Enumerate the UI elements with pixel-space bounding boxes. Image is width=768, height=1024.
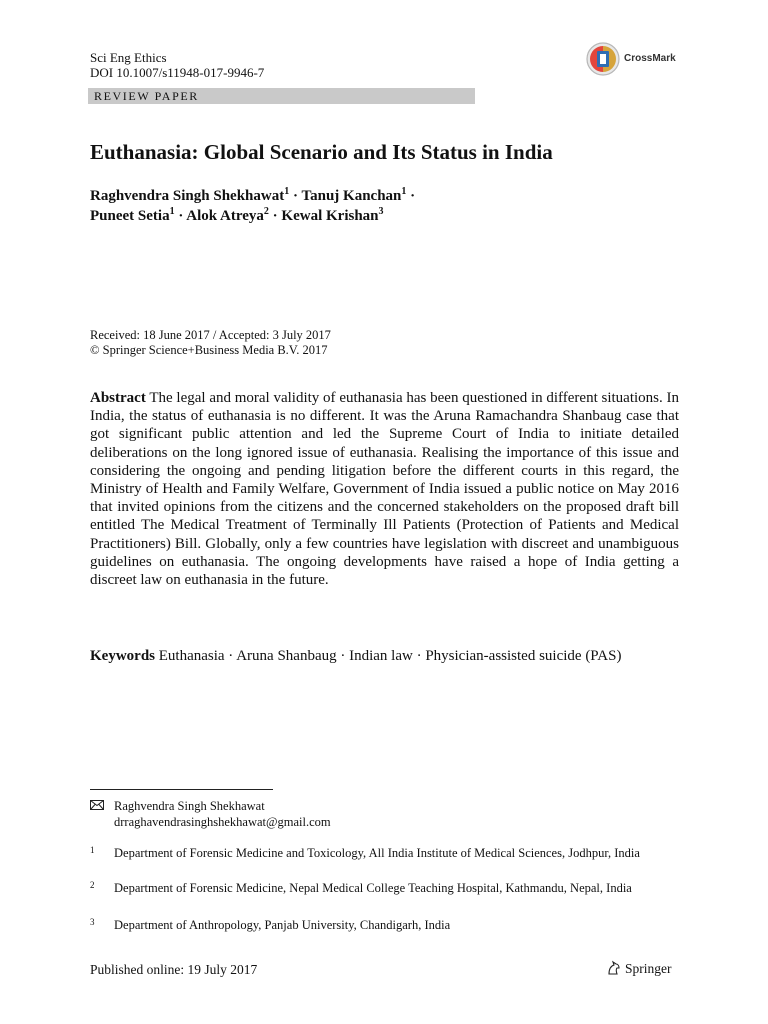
affiliation-number: 3: [90, 917, 95, 927]
abstract: [90, 389, 679, 589]
envelope-icon: [90, 800, 104, 810]
crossmark-icon: [586, 42, 620, 76]
article-dates: [90, 328, 331, 358]
abstract-text: The legal and moral validity of euthanasia has been questioned in different situations. In India, the status of euthanasia is no different. It was the Aruna Ramachandra Shanbaug case that got significant public attention and led the Supreme Court of India to initiate detailed deliberations on the long ignored issue of euthanasia. Realising the importance of this issue and considering the ongoing and pending litigation before the different courts in this regard, the Ministry of Health and Family Welfare, Government of India issued a public notice on May 2016 that invited opinions from the citizens and the concerned stakeholders on the proposed draft bill entitled The Medical Treatment of Terminally Ill Patients (Protection of Patients and Medical Practitioners) Bill. Globally, only a few countries have legislation with discreet and unambiguous guidelines on euthanasia. The ongoing developments have raised a hope of India getting a discreet law on euthanasia in the future.: [90, 390, 679, 589]
section-bar: [88, 88, 475, 104]
publisher-logo[interactable]: [606, 960, 672, 977]
author-name[interactable]: Raghvendra Singh Shekhawat$^1$: [90, 186, 290, 204]
keywords-label: Keywords: [90, 648, 155, 664]
author-name[interactable]: Kewal Krishan$^3$: [281, 206, 384, 224]
abstract-label: Abstract: [90, 390, 146, 406]
copyright: © Springer Science+Business Media B.V. 2017: [90, 343, 328, 357]
author-name[interactable]: Tanuj Kanchan$^1$: [301, 186, 407, 204]
crossmark-badge[interactable]: [586, 42, 678, 78]
corresponding-author: Raghvendra Singh Shekhawat: [114, 799, 265, 813]
journal-info: [90, 50, 264, 80]
article-title: Euthanasia: Global Scenario and Its Status in India: [90, 140, 553, 164]
author-list: Raghvendra Singh Shekhawat$^1$ · Tanuj Kanchan$^1$ · Puneet Setia$^1$ · Alok Atreya$^2$ · Kewal Krishan$^3$: [90, 186, 416, 224]
journal-name: Sci Eng Ethics: [90, 50, 167, 65]
keywords-text: Euthanasia · Aruna Shanbaug · Indian law · Physician-assisted suicide (PAS): [158, 648, 622, 664]
received-accepted: Received: 18 June 2017 / Accepted: 3 July 2017: [90, 328, 331, 342]
crossmark-label: CrossMark: [624, 53, 676, 64]
section-label: REVIEW PAPER: [94, 89, 199, 103]
published-date: Published online: 19 July 2017: [90, 962, 258, 977]
doi: DOI 10.1007/s11948-017-9946-7: [90, 65, 265, 80]
footnote-divider: [90, 789, 273, 790]
corresponding-email[interactable]: drraghavendrasinghshekhawat@gmail.com: [114, 815, 331, 829]
affiliation-number: 2: [90, 880, 95, 890]
publisher-name: Springer: [625, 961, 672, 976]
keywords: [90, 647, 650, 665]
affiliation-text: Department of Forensic Medicine and Toxicology, All India Institute of Medical Sciences, Jodhpur, India: [114, 846, 640, 860]
affiliation-text: Department of Anthropology, Panjab University, Chandigarh, India: [114, 918, 451, 932]
author-name[interactable]: Puneet Setia$^1$: [90, 206, 175, 224]
affiliation-text: Department of Forensic Medicine, Nepal Medical College Teaching Hospital, Kathmandu, Nepal, India: [114, 881, 632, 895]
springer-horse-icon: [606, 960, 622, 976]
affiliation-number: 1: [90, 845, 95, 855]
author-name[interactable]: Alok Atreya$^2$: [186, 206, 269, 224]
